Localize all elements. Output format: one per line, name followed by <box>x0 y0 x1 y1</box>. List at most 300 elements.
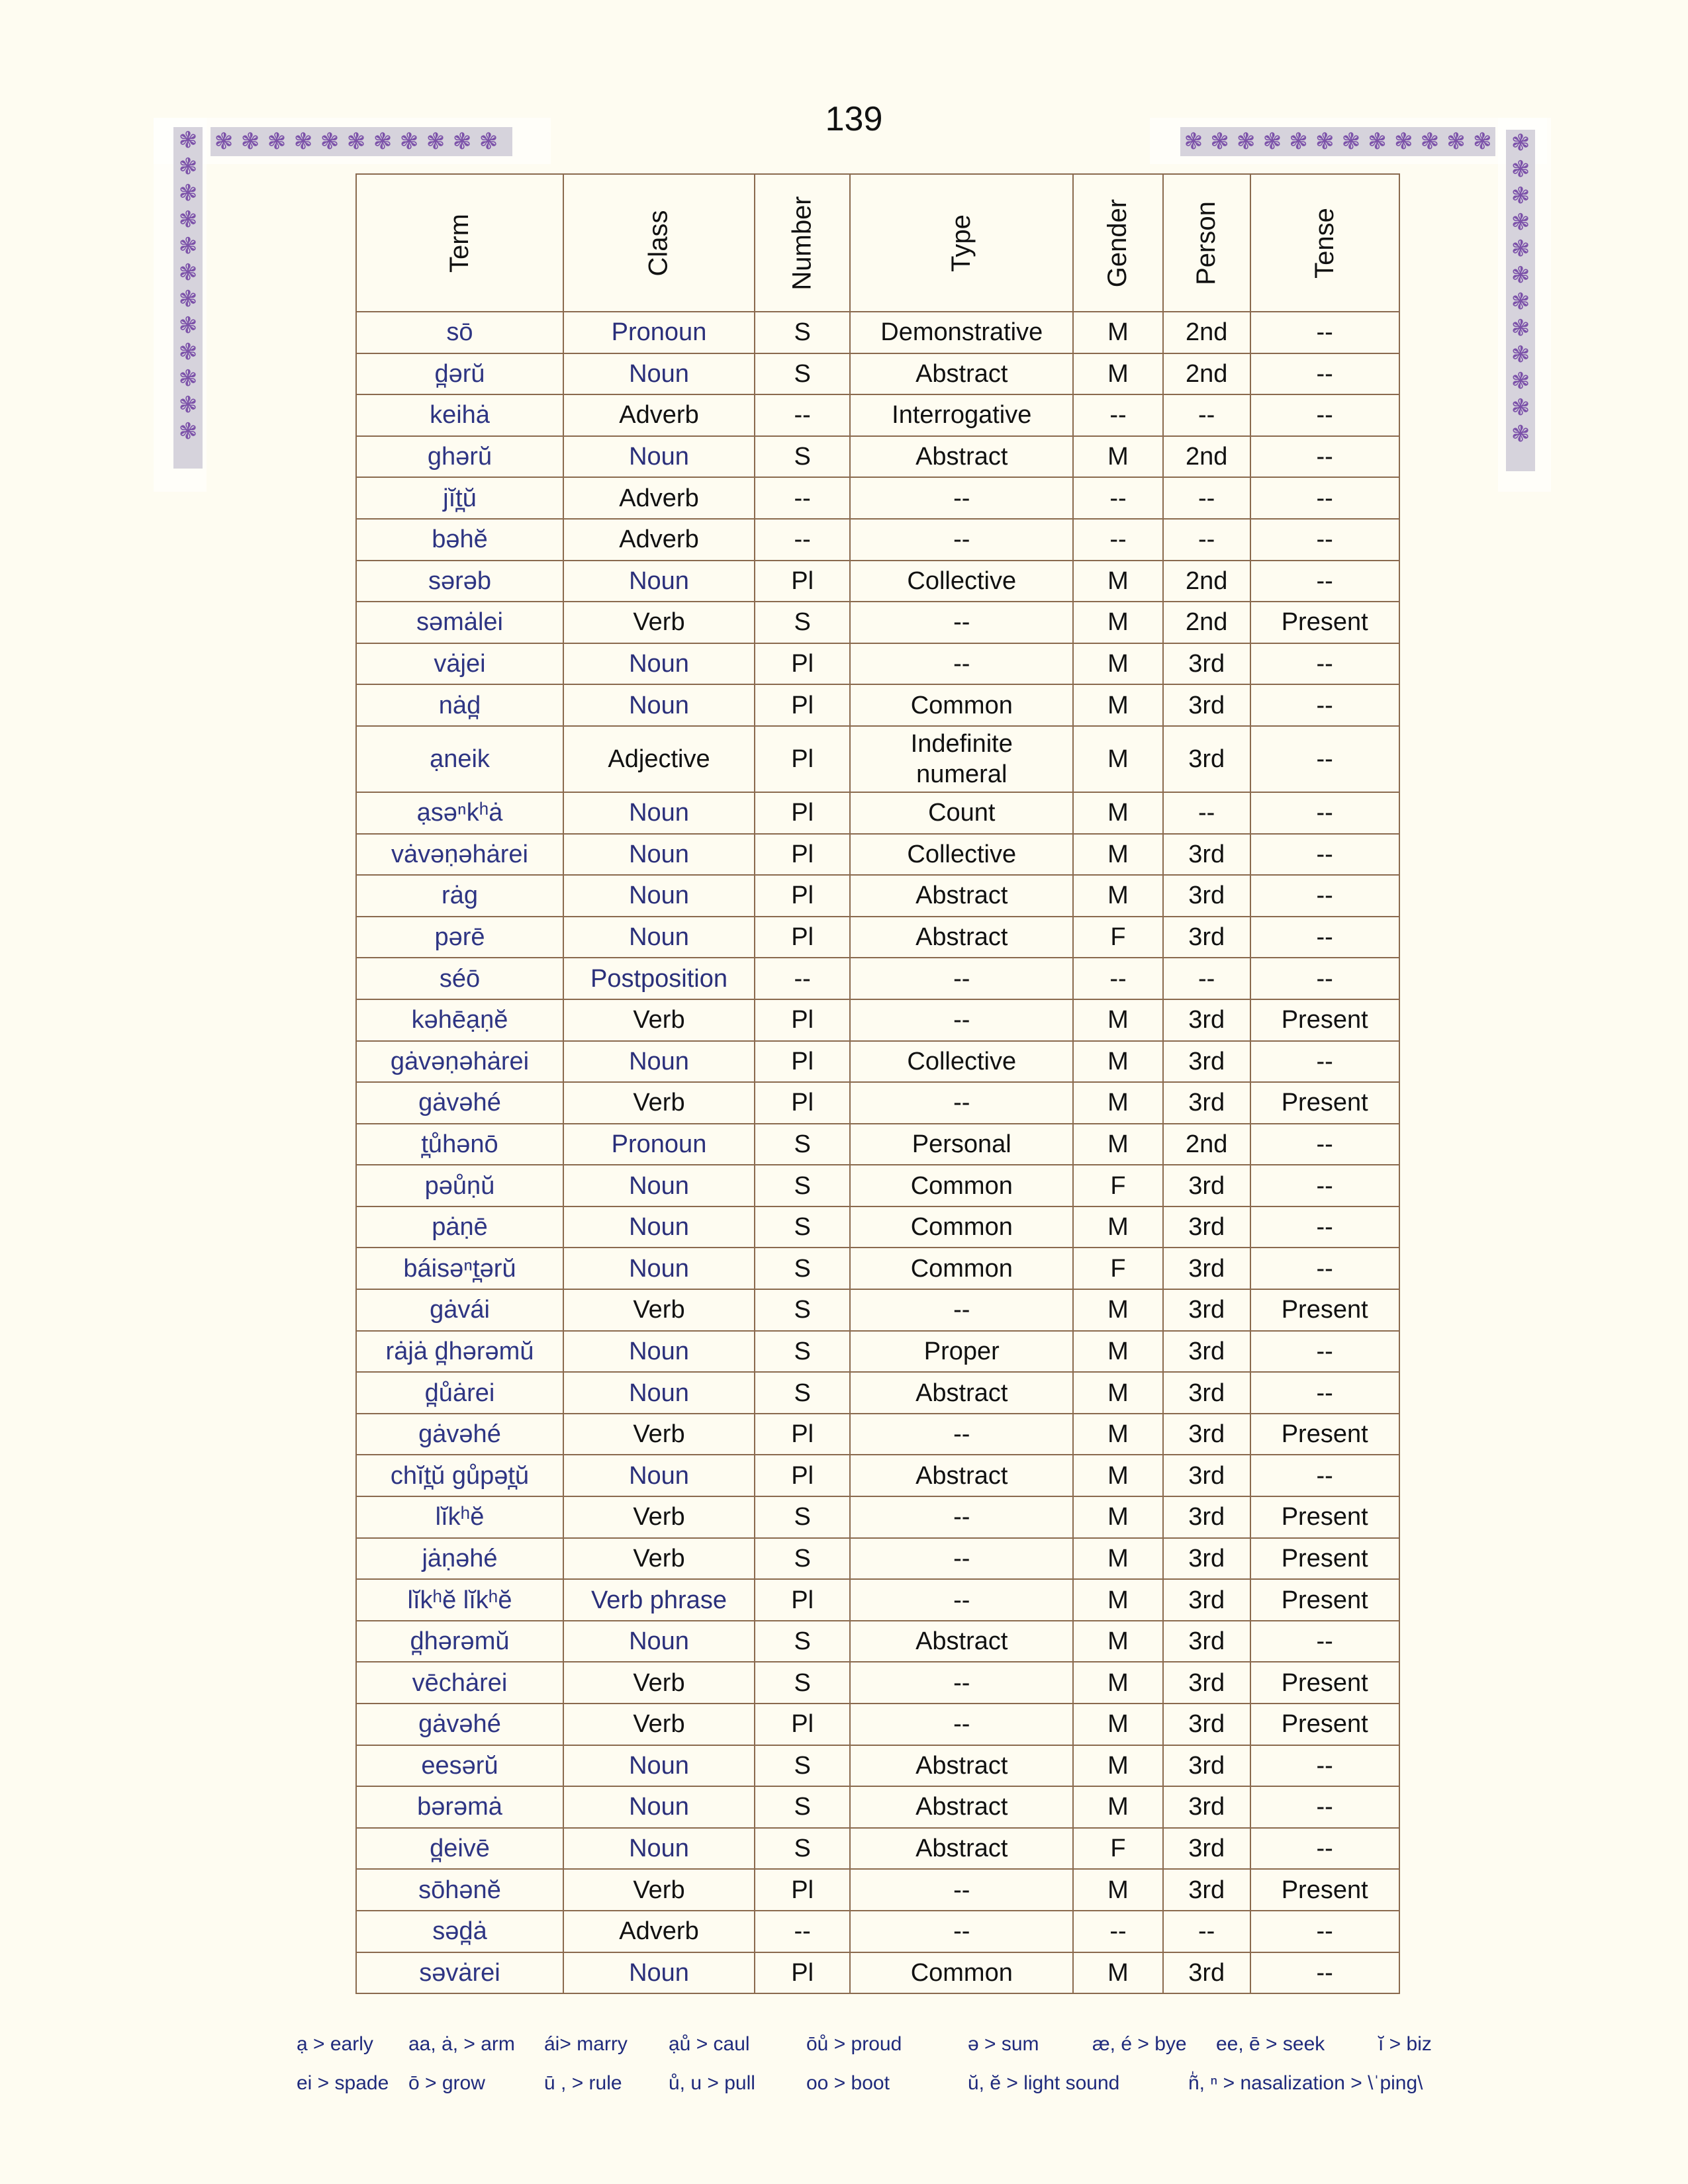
person-cell: 3rd <box>1163 1206 1250 1248</box>
table-row <box>356 1496 1399 1538</box>
ornament-border-left <box>173 127 203 469</box>
number-cell: S <box>755 1496 850 1538</box>
person-cell: 3rd <box>1163 1414 1250 1455</box>
flower-ornament-icon: ❃ <box>178 419 198 444</box>
flower-ornament-icon: ❃ <box>1511 369 1530 394</box>
tense-cell: -- <box>1250 917 1399 958</box>
term-cell: jȧṇəhé <box>356 1538 563 1580</box>
term-cell: rȧjȧ d̪hərəmŭ <box>356 1331 563 1373</box>
person-cell: -- <box>1163 519 1250 561</box>
type-cell: -- <box>850 1538 1073 1580</box>
tense-cell: Present <box>1250 1289 1399 1331</box>
flower-ornament-icon: ❃ <box>1289 129 1308 154</box>
type-cell: Collective <box>850 834 1073 876</box>
header-type: Type <box>850 174 1073 312</box>
gender-cell: M <box>1073 1786 1162 1828</box>
class-cell: Verb <box>563 999 755 1041</box>
term-cell: səvȧrei <box>356 1952 563 1994</box>
table-row <box>356 875 1399 917</box>
class-cell: Noun <box>563 1165 755 1206</box>
flower-ornament-icon: ❃ <box>346 129 366 154</box>
gender-cell: M <box>1073 726 1162 792</box>
number-cell: -- <box>755 958 850 999</box>
type-cell: Common <box>850 1952 1073 1994</box>
term-cell: vȧjei <box>356 643 563 685</box>
flower-ornament-icon: ❃ <box>1511 210 1530 235</box>
class-cell: Verb phrase <box>563 1579 755 1621</box>
person-cell: 3rd <box>1163 1869 1250 1911</box>
header-person: Person <box>1163 174 1250 312</box>
tense-cell: Present <box>1250 1496 1399 1538</box>
flower-ornament-icon: ❃ <box>293 129 313 154</box>
flower-ornament-icon: ❃ <box>178 181 198 206</box>
number-cell: -- <box>755 519 850 561</box>
table-row <box>356 643 1399 685</box>
gender-cell: M <box>1073 1082 1162 1124</box>
number-cell: S <box>755 1289 850 1331</box>
flower-ornament-icon: ❃ <box>178 340 198 365</box>
class-cell: Noun <box>563 875 755 917</box>
tense-cell: -- <box>1250 1165 1399 1206</box>
type-cell: -- <box>850 999 1073 1041</box>
type-cell: -- <box>850 1662 1073 1704</box>
table-row <box>356 1538 1399 1580</box>
class-cell: Adverb <box>563 477 755 519</box>
type-cell: Abstract <box>850 1786 1073 1828</box>
gender-cell: M <box>1073 1414 1162 1455</box>
term-cell: ghərŭ <box>356 436 563 478</box>
legend-item: ei > spade <box>297 2072 389 2094</box>
legend-item: ái> marry <box>544 2033 628 2055</box>
tense-cell: -- <box>1250 436 1399 478</box>
number-cell: Pl <box>755 1952 850 1994</box>
person-cell: 2nd <box>1163 1124 1250 1165</box>
term-cell: gȧvəṇəhȧrei <box>356 1041 563 1083</box>
number-cell: Pl <box>755 1041 850 1083</box>
table-row <box>356 1786 1399 1828</box>
flower-ornament-icon: ❃ <box>1511 157 1530 182</box>
flower-ornament-icon: ❃ <box>267 129 287 154</box>
table-row <box>356 1579 1399 1621</box>
flower-ornament-icon: ❃ <box>178 207 198 232</box>
table-row <box>356 561 1399 602</box>
term-cell: keihȧ <box>356 394 563 436</box>
person-cell: 3rd <box>1163 1662 1250 1704</box>
gender-cell: -- <box>1073 394 1162 436</box>
number-cell: S <box>755 1828 850 1870</box>
class-cell: Adjective <box>563 726 755 792</box>
term-cell: rȧg <box>356 875 563 917</box>
person-cell: 3rd <box>1163 1082 1250 1124</box>
person-cell: 2nd <box>1163 561 1250 602</box>
gender-cell: M <box>1073 1496 1162 1538</box>
gender-cell: M <box>1073 1041 1162 1083</box>
legend-item: ạů > caul <box>669 2033 750 2055</box>
flower-ornament-icon: ❃ <box>178 128 198 153</box>
type-cell: Common <box>850 1206 1073 1248</box>
gender-cell: -- <box>1073 477 1162 519</box>
table-row <box>356 1289 1399 1331</box>
type-cell: Common <box>850 1248 1073 1289</box>
number-cell: Pl <box>755 1414 850 1455</box>
gender-cell: M <box>1073 1662 1162 1704</box>
table-row <box>356 1248 1399 1289</box>
number-cell: Pl <box>755 917 850 958</box>
term-cell: t̪ůhənō <box>356 1124 563 1165</box>
table-row <box>356 684 1399 726</box>
tense-cell: -- <box>1250 726 1399 792</box>
number-cell: S <box>755 602 850 643</box>
term-cell: báisəⁿt̪ərŭ <box>356 1248 563 1289</box>
class-cell: Verb <box>563 1414 755 1455</box>
gender-cell: M <box>1073 1869 1162 1911</box>
table-row <box>356 1911 1399 1952</box>
type-cell: -- <box>850 1414 1073 1455</box>
number-cell: S <box>755 1621 850 1662</box>
flower-ornament-icon: ❃ <box>1210 129 1229 154</box>
tense-cell: -- <box>1250 792 1399 834</box>
term-cell: bərəmȧ <box>356 1786 563 1828</box>
tense-cell: -- <box>1250 1248 1399 1289</box>
flower-ornament-icon: ❃ <box>178 234 198 259</box>
table-row <box>356 1082 1399 1124</box>
person-cell: 2nd <box>1163 312 1250 353</box>
number-cell: Pl <box>755 1869 850 1911</box>
person-cell: 3rd <box>1163 1621 1250 1662</box>
class-cell: Noun <box>563 1206 755 1248</box>
tense-cell: -- <box>1250 1786 1399 1828</box>
tense-cell: -- <box>1250 1952 1399 1994</box>
header-gender: Gender <box>1073 174 1162 312</box>
type-cell: Collective <box>850 561 1073 602</box>
person-cell: -- <box>1163 477 1250 519</box>
class-cell: Noun <box>563 834 755 876</box>
tense-cell: -- <box>1250 1124 1399 1165</box>
gender-cell: M <box>1073 1289 1162 1331</box>
tense-cell: -- <box>1250 1455 1399 1496</box>
tense-cell: Present <box>1250 999 1399 1041</box>
type-cell: Abstract <box>850 1745 1073 1787</box>
type-cell: -- <box>850 1911 1073 1952</box>
tense-cell: -- <box>1250 1331 1399 1373</box>
type-cell: -- <box>850 519 1073 561</box>
class-cell: Pronoun <box>563 1124 755 1165</box>
person-cell: 2nd <box>1163 436 1250 478</box>
tense-cell: -- <box>1250 875 1399 917</box>
class-cell: Verb <box>563 1662 755 1704</box>
class-cell: Verb <box>563 1289 755 1331</box>
person-cell: 3rd <box>1163 1828 1250 1870</box>
class-cell: Noun <box>563 1455 755 1496</box>
ornament-border-top-left <box>211 127 512 156</box>
term-cell: sōhənĕ <box>356 1869 563 1911</box>
tense-cell: -- <box>1250 1828 1399 1870</box>
person-cell: 3rd <box>1163 1331 1250 1373</box>
tense-cell: Present <box>1250 1538 1399 1580</box>
flower-ornament-icon: ❃ <box>399 129 419 154</box>
type-cell: -- <box>850 643 1073 685</box>
class-cell: Noun <box>563 1248 755 1289</box>
number-cell: S <box>755 1372 850 1414</box>
tense-cell: -- <box>1250 477 1399 519</box>
person-cell: 3rd <box>1163 1704 1250 1745</box>
gender-cell: M <box>1073 1621 1162 1662</box>
gender-cell: M <box>1073 353 1162 395</box>
legend-item: æ, é > bye <box>1092 2033 1187 2055</box>
tense-cell: -- <box>1250 1206 1399 1248</box>
flower-ornament-icon: ❃ <box>1393 129 1413 154</box>
flower-ornament-icon: ❃ <box>1341 129 1361 154</box>
tense-cell: -- <box>1250 353 1399 395</box>
gender-cell: M <box>1073 1579 1162 1621</box>
term-cell: séō <box>356 958 563 999</box>
number-cell: S <box>755 436 850 478</box>
class-cell: Noun <box>563 1828 755 1870</box>
flower-ornament-icon: ❃ <box>178 392 198 418</box>
type-cell: Interrogative <box>850 394 1073 436</box>
number-cell: Pl <box>755 1704 850 1745</box>
type-cell: Count <box>850 792 1073 834</box>
term-cell: pəůṇŭ <box>356 1165 563 1206</box>
person-cell: 3rd <box>1163 1745 1250 1787</box>
tense-cell: -- <box>1250 561 1399 602</box>
person-cell: 3rd <box>1163 999 1250 1041</box>
gender-cell: F <box>1073 1828 1162 1870</box>
person-cell: 2nd <box>1163 602 1250 643</box>
flower-ornament-icon: ❃ <box>452 129 472 154</box>
tense-cell: Present <box>1250 602 1399 643</box>
flower-ornament-icon: ❃ <box>1472 129 1492 154</box>
number-cell: Pl <box>755 643 850 685</box>
term-cell: eesərŭ <box>356 1745 563 1787</box>
header-tense: Tense <box>1250 174 1399 312</box>
flower-ornament-icon: ❃ <box>479 129 498 154</box>
class-cell: Verb <box>563 602 755 643</box>
table-row <box>356 1662 1399 1704</box>
term-cell: vēchȧrei <box>356 1662 563 1704</box>
gender-cell: M <box>1073 684 1162 726</box>
term-cell: ạsəⁿkʰȧ <box>356 792 563 834</box>
term-cell: səd̪ȧ <box>356 1911 563 1952</box>
flower-ornament-icon: ❃ <box>240 129 260 154</box>
class-cell: Verb <box>563 1496 755 1538</box>
flower-ornament-icon: ❃ <box>178 154 198 179</box>
term-cell: gȧvəhé <box>356 1414 563 1455</box>
class-cell: Noun <box>563 561 755 602</box>
table-row <box>356 917 1399 958</box>
flower-ornament-icon: ❃ <box>1511 130 1530 156</box>
tense-cell: Present <box>1250 1579 1399 1621</box>
number-cell: S <box>755 1124 850 1165</box>
term-cell: d̪ůȧrei <box>356 1372 563 1414</box>
type-cell: Common <box>850 1165 1073 1206</box>
tense-cell: -- <box>1250 958 1399 999</box>
gender-cell: M <box>1073 792 1162 834</box>
gender-cell: F <box>1073 1165 1162 1206</box>
tense-cell: -- <box>1250 834 1399 876</box>
table-row <box>356 726 1399 792</box>
type-cell: -- <box>850 602 1073 643</box>
flower-ornament-icon: ❃ <box>1511 316 1530 341</box>
legend-item: ạ > early <box>297 2033 373 2055</box>
gender-cell: M <box>1073 643 1162 685</box>
gender-cell: M <box>1073 1538 1162 1580</box>
class-cell: Noun <box>563 1331 755 1373</box>
term-cell: səmȧlei <box>356 602 563 643</box>
person-cell: 3rd <box>1163 1165 1250 1206</box>
number-cell: S <box>755 1206 850 1248</box>
number-cell: Pl <box>755 561 850 602</box>
ornament-border-right <box>1506 130 1535 471</box>
gender-cell: M <box>1073 436 1162 478</box>
gender-cell: M <box>1073 875 1162 917</box>
person-cell: -- <box>1163 958 1250 999</box>
person-cell: -- <box>1163 394 1250 436</box>
tense-cell: -- <box>1250 1911 1399 1952</box>
table-row <box>356 1869 1399 1911</box>
tense-cell: -- <box>1250 312 1399 353</box>
table-row <box>356 1952 1399 1994</box>
person-cell: 3rd <box>1163 643 1250 685</box>
flower-ornament-icon: ❃ <box>178 313 198 338</box>
flower-ornament-icon: ❃ <box>178 366 198 391</box>
person-cell: 3rd <box>1163 726 1250 792</box>
person-cell: 2nd <box>1163 353 1250 395</box>
type-cell: -- <box>850 958 1073 999</box>
header-number: Number <box>755 174 850 312</box>
flower-ornament-icon: ❃ <box>1262 129 1282 154</box>
table-row <box>356 1372 1399 1414</box>
person-cell: 3rd <box>1163 1952 1250 1994</box>
table-row <box>356 1455 1399 1496</box>
person-cell: 3rd <box>1163 1579 1250 1621</box>
number-cell: Pl <box>755 1455 850 1496</box>
table-row <box>356 602 1399 643</box>
type-cell: Collective <box>850 1041 1073 1083</box>
gender-cell: -- <box>1073 519 1162 561</box>
person-cell: 3rd <box>1163 875 1250 917</box>
page-number: 139 <box>825 100 883 138</box>
class-cell: Postposition <box>563 958 755 999</box>
type-cell: -- <box>850 1496 1073 1538</box>
flower-ornament-icon: ❃ <box>426 129 445 154</box>
flower-ornament-icon: ❃ <box>373 129 393 154</box>
type-cell: Abstract <box>850 353 1073 395</box>
class-cell: Noun <box>563 792 755 834</box>
term-cell: d̪eivē <box>356 1828 563 1870</box>
gender-cell: M <box>1073 561 1162 602</box>
legend-item: ĭ > biz <box>1378 2033 1432 2055</box>
class-cell: Adverb <box>563 1911 755 1952</box>
number-cell: Pl <box>755 875 850 917</box>
person-cell: -- <box>1163 792 1250 834</box>
table-row <box>356 1124 1399 1165</box>
flower-ornament-icon: ❃ <box>1511 263 1530 288</box>
header-term: Term <box>356 174 563 312</box>
type-cell: Abstract <box>850 875 1073 917</box>
gender-cell: M <box>1073 1952 1162 1994</box>
term-cell: gȧvái <box>356 1289 563 1331</box>
person-cell: 3rd <box>1163 1289 1250 1331</box>
number-cell: -- <box>755 1911 850 1952</box>
gender-cell: M <box>1073 1372 1162 1414</box>
table-row <box>356 1165 1399 1206</box>
flower-ornament-icon: ❃ <box>1420 129 1440 154</box>
type-cell: Abstract <box>850 1621 1073 1662</box>
table-row <box>356 1828 1399 1870</box>
table-row <box>356 477 1399 519</box>
table-row <box>356 394 1399 436</box>
gender-cell: M <box>1073 1124 1162 1165</box>
term-cell: ạneik <box>356 726 563 792</box>
table-row <box>356 1704 1399 1745</box>
person-cell: 3rd <box>1163 684 1250 726</box>
number-cell: S <box>755 1165 850 1206</box>
number-cell: S <box>755 1745 850 1787</box>
type-cell: Common <box>850 684 1073 726</box>
flower-ornament-icon: ❃ <box>1184 129 1203 154</box>
table-row <box>356 1331 1399 1373</box>
type-cell: Abstract <box>850 1828 1073 1870</box>
term-cell: pȧṇē <box>356 1206 563 1248</box>
gender-cell: F <box>1073 917 1162 958</box>
tense-cell: -- <box>1250 394 1399 436</box>
number-cell: Pl <box>755 999 850 1041</box>
number-cell: -- <box>755 394 850 436</box>
flower-ornament-icon: ❃ <box>1511 395 1530 420</box>
class-cell: Verb <box>563 1082 755 1124</box>
type-cell: Abstract <box>850 917 1073 958</box>
number-cell: S <box>755 312 850 353</box>
number-cell: Pl <box>755 1579 850 1621</box>
header-row <box>356 174 1399 312</box>
term-cell: sō <box>356 312 563 353</box>
term-cell: d̪ərŭ <box>356 353 563 395</box>
term-cell: d̪hərəmŭ <box>356 1621 563 1662</box>
person-cell: 3rd <box>1163 1786 1250 1828</box>
class-cell: Noun <box>563 684 755 726</box>
flower-ornament-icon: ❃ <box>320 129 340 154</box>
class-cell: Adverb <box>563 519 755 561</box>
number-cell: Pl <box>755 834 850 876</box>
number-cell: S <box>755 1248 850 1289</box>
flower-ornament-icon: ❃ <box>1511 342 1530 367</box>
table-row <box>356 436 1399 478</box>
flower-ornament-icon: ❃ <box>1446 129 1466 154</box>
table-row <box>356 1041 1399 1083</box>
table-row <box>356 999 1399 1041</box>
term-cell: chĭt̪ŭ gůpət̪ŭ <box>356 1455 563 1496</box>
table-row <box>356 1621 1399 1662</box>
tense-cell: -- <box>1250 1041 1399 1083</box>
class-cell: Noun <box>563 1372 755 1414</box>
type-cell: Abstract <box>850 1455 1073 1496</box>
number-cell: -- <box>755 477 850 519</box>
number-cell: S <box>755 1538 850 1580</box>
person-cell: -- <box>1163 1911 1250 1952</box>
tense-cell: -- <box>1250 1372 1399 1414</box>
type-cell: -- <box>850 1869 1073 1911</box>
table-row <box>356 312 1399 353</box>
number-cell: S <box>755 353 850 395</box>
person-cell: 3rd <box>1163 1538 1250 1580</box>
number-cell: Pl <box>755 792 850 834</box>
legend-item: ñ̍, ⁿ > nasalization > \ˈping\ <box>1188 2072 1423 2094</box>
term-cell: lĭkʰĕ <box>356 1496 563 1538</box>
tense-cell: -- <box>1250 643 1399 685</box>
number-cell: S <box>755 1662 850 1704</box>
tense-cell: Present <box>1250 1662 1399 1704</box>
